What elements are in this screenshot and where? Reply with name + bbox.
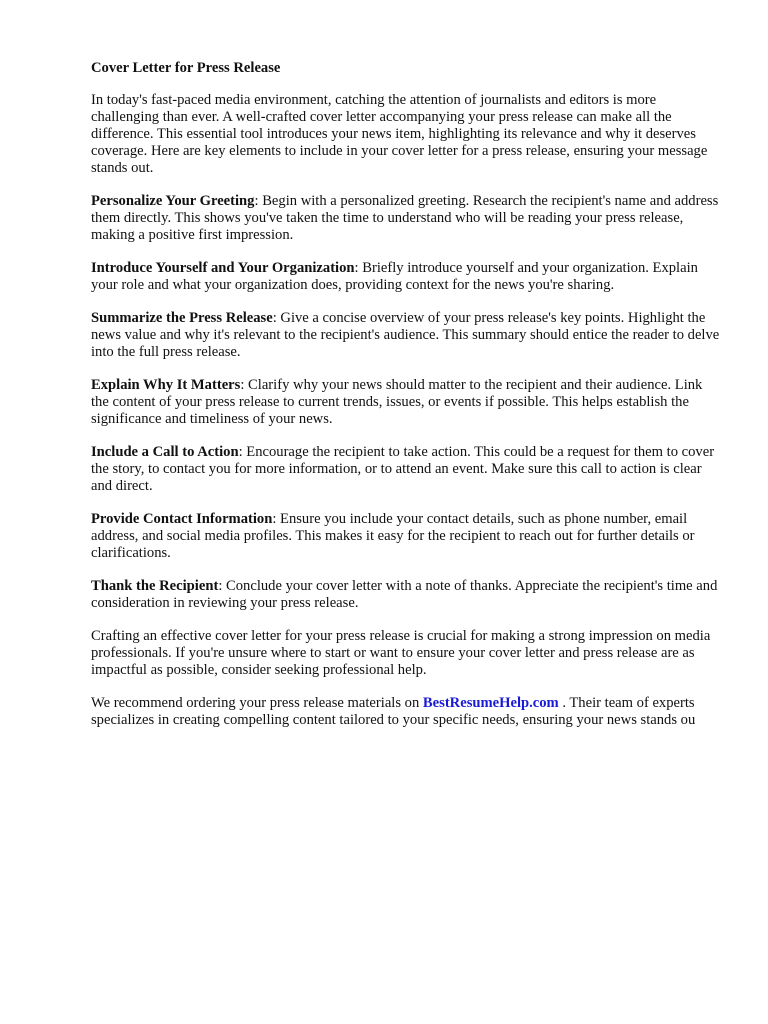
recommendation-text-before: We recommend ordering your press release materials on [91, 695, 423, 711]
section-body: Ensure you include your contact details, such as phone number, email address, and social media profiles. This makes it easy for the recipient to reach out for further details or clarifications. [91, 511, 695, 561]
section-separator: : [240, 377, 245, 393]
bestresumehelp-link[interactable]: BestResumeHelp.com [422, 695, 559, 711]
section-body: Briefly introduce yourself and your organization. Explain your role and what your organization does, providing context for the news you're sharing. [91, 260, 698, 293]
section-summarize-press-release [91, 310, 723, 361]
section-separator: : [238, 444, 243, 460]
section-personalize-greeting [91, 193, 723, 244]
document-body [91, 60, 723, 729]
section-heading: Summarize the Press Release [91, 310, 273, 326]
section-heading: Personalize Your Greeting [91, 193, 255, 209]
section-explain-why-it-matters [91, 377, 723, 428]
section-heading: Thank the Recipient [91, 578, 219, 594]
document-title: Cover Letter for Press Release [91, 60, 281, 76]
closing-paragraph: Crafting an effective cover letter for your press release is crucial for making a strong impression on media professionals. If you're unsure where to start or want to ensure your cover letter and press release are as impactful as possible, consider seeking professional help. [91, 628, 711, 678]
section-separator: : [218, 578, 223, 594]
section-introduce-yourself [91, 260, 723, 294]
section-heading: Include a Call to Action [91, 444, 239, 460]
section-body: Begin with a personalized greeting. Research the recipient's name and address them directly. This shows you've taken the time to understand who will be reading your press release, making a positive first impression. [91, 193, 719, 243]
section-body: Clarify why your news should matter to the recipient and their audience. Link the content of your press release to current trends, issues, or events if possible. This helps establish the significance and timeliness of your news. [91, 377, 703, 427]
section-heading: Introduce Yourself and Your Organization [91, 260, 355, 276]
section-separator: : [272, 310, 277, 326]
section-body: Conclude your cover letter with a note of thanks. Appreciate the recipient's time and consideration in reviewing your press release. [91, 578, 718, 611]
section-thank-recipient [91, 578, 723, 612]
section-body: Give a concise overview of your press release's key points. Highlight the news value and why it's relevant to the recipient's audience. This summary should entice the reader to delve into the full press release. [91, 310, 720, 360]
recommendation-text-after: . Their team of experts specializes in creating compelling content tailored to your specific needs, ensuring your news stands ou [91, 695, 696, 728]
section-body: Encourage the recipient to take action. This could be a request for them to cover the story, to contact you for more information, or to attend an event. Make sure this call to action is clear and direct. [91, 444, 715, 494]
section-separator: : [254, 193, 259, 209]
recommendation-paragraph [91, 695, 723, 729]
section-heading: Explain Why It Matters [91, 377, 241, 393]
section-separator: : [272, 511, 277, 527]
section-contact-information [91, 511, 723, 562]
section-call-to-action [91, 444, 723, 495]
intro-paragraph: In today's fast-paced media environment, catching the attention of journalists and editors is more challenging than ever. A well-crafted cover letter accompanying your press release can make all the difference. This essential tool introduces your news item, highlighting its relevance and why it deserves coverage. Here are key elements to include in your cover letter for a press release, ensuring your message stands out. [91, 92, 708, 176]
section-heading: Provide Contact Information [91, 511, 273, 527]
section-separator: : [354, 260, 359, 276]
